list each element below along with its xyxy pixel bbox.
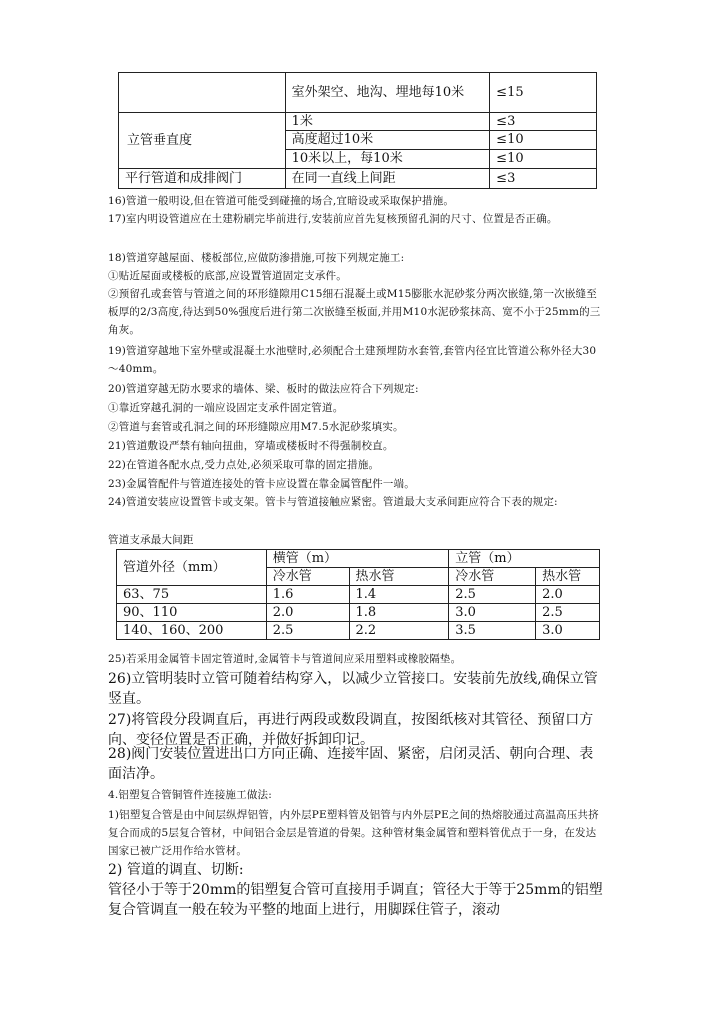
table-cell: 140、160、200 bbox=[117, 622, 267, 640]
table-header-row bbox=[117, 550, 600, 568]
paragraph-18: 18)管道穿越屋面、楼板部位,应做防渗措施,可按下列规定施工: bbox=[108, 252, 405, 264]
table-cell: ≤15 bbox=[490, 73, 597, 113]
table-cell: 10米以上，每10米 bbox=[285, 150, 490, 169]
paragraph-24: 24)管道安装应设置管卡或支架。管卡与管道接触应紧密。管道最大支承间距应符合下表的规定: bbox=[108, 496, 558, 508]
table-cell: 1.4 bbox=[349, 586, 449, 604]
paragraph-20-item-2: ②管道与套管或孔洞之间的环形缝隙应用M7.5水泥砂浆填实。 bbox=[108, 421, 404, 433]
table-cell: 1米 bbox=[285, 113, 490, 131]
table-cell: 高度超过10米 bbox=[285, 131, 490, 150]
paragraph-27: 27)将管段分段调直后，再进行两段或数段调直，按图纸核对其管径、预留口方向、变径位置是否正确，并做好拆卸印记。 bbox=[108, 712, 594, 748]
section-4-paragraph-2-heading: 2) 管道的调直、切断: bbox=[108, 862, 244, 878]
table-cell: ≤3 bbox=[490, 169, 597, 189]
paragraph-23: 23)金属管配件与管道连接处的管卡应设置在靠金属管配件一端。 bbox=[108, 478, 415, 490]
table-header-cell: 热水管 bbox=[536, 568, 600, 586]
table-header-cell: 立管（m） bbox=[449, 550, 600, 568]
table-caption: 管道支承最大间距 bbox=[108, 534, 194, 546]
table-cell: 1.8 bbox=[349, 604, 449, 622]
table-cell: ≤10 bbox=[490, 150, 597, 169]
table-cell: 2.5 bbox=[449, 586, 536, 604]
table-cell bbox=[119, 73, 286, 113]
table-cell: 3.0 bbox=[449, 604, 536, 622]
table-cell: ≤10 bbox=[490, 131, 597, 150]
table-header-cell: 热水管 bbox=[349, 568, 449, 586]
table-header-cell: 冷水管 bbox=[266, 568, 349, 586]
table-row bbox=[117, 622, 600, 640]
paragraph-20: 20)管道穿越无防水要求的墙体、梁、板时的做法应符合下列规定: bbox=[108, 383, 419, 395]
table-row bbox=[117, 586, 600, 604]
paragraph-25: 25)若采用金属管卡固定管道时,金属管卡与管道间应采用塑料或橡胶隔垫。 bbox=[108, 653, 462, 665]
table-row bbox=[119, 169, 597, 189]
section-4-heading: 4.铝塑复合管铜管件连接施工做法: bbox=[108, 789, 272, 801]
table-cell: 2.2 bbox=[349, 622, 449, 640]
table-cell: 立管垂直度 bbox=[119, 113, 286, 169]
paragraph-18-item-2: ②预留孔或套管与管道之间的环形缝隙用C15细石混凝土或M15膨胀水泥砂浆分两次嵌缝,第一次嵌缝至板厚的2/3高度,待达到50%强度后进行第二次嵌缝至板面,并用M10水泥砂浆抹高、宽不小于25mm的三角灰。 bbox=[108, 288, 601, 336]
table-cell: ≤3 bbox=[490, 113, 597, 131]
paragraph-17: 17)室内明设管道应在土建粉刷完毕前进行,安装前应首先复核预留孔洞的尺寸、位置是否正确。 bbox=[108, 213, 558, 225]
table-cell: 90、110 bbox=[117, 604, 267, 622]
paragraph-21: 21)管道敷设严禁有轴向扭曲，穿墙或楼板时不得强制校直。 bbox=[108, 440, 394, 452]
paragraph-26: 26)立管明装时立管可随着结构穿入，以减少立管接口。安装前先放线,确保立管竖直。 bbox=[108, 671, 598, 707]
table-cell: 在同一直线上间距 bbox=[285, 169, 490, 189]
table-cell: 平行管道和成排阀门 bbox=[119, 169, 286, 189]
table-cell: 3.5 bbox=[449, 622, 536, 640]
table-header-cell: 冷水管 bbox=[449, 568, 536, 586]
table-header-cell: 管道外径（mm） bbox=[117, 550, 267, 586]
tolerance-table bbox=[118, 72, 597, 189]
table-cell: 63、75 bbox=[117, 586, 267, 604]
table-cell: 2.5 bbox=[536, 604, 600, 622]
paragraph-28: 28)阀门安装位置进出口方向正确、连接牢固、紧密，启闭灵活、朝向合理、表面洁净。 bbox=[108, 746, 594, 782]
table-cell: 3.0 bbox=[536, 622, 600, 640]
section-4-paragraph-2-text: 管径小于等于20mm的铝塑复合管可直接用手调直；管径大于等于25mm的铝塑复合管调直一般在较为平整的地面上进行，用脚踩住管子，滚动 bbox=[108, 882, 603, 918]
paragraph-18-item-1: ①贴近屋面或楼板的底部,应设置管道固定支承件。 bbox=[108, 270, 347, 282]
table-header-cell: 横管（m） bbox=[266, 550, 449, 568]
table-cell: 2.5 bbox=[266, 622, 349, 640]
paragraph-22: 22)在管道各配水点,受力点处,必须采取可靠的固定措施。 bbox=[108, 459, 380, 471]
section-4-paragraph-1: 1)铝塑复合管是由中间层纵焊铝管，内外层PE塑料管及铝管与内外层PE之间的热熔胶通过高温高压共挤复合而成的5层复合管材，中间铝合金层是管道的骨架。这种管材集金属管和塑料管优点于一身，在发达国家已被广泛用作给水管材。 bbox=[108, 809, 599, 857]
paragraph-19: 19)管道穿越地下室外壁或混凝土水池壁时,必须配合土建预埋防水套管,套管内径宜比管道公称外径大30～40mm。 bbox=[108, 345, 597, 375]
table-cell: 2.0 bbox=[266, 604, 349, 622]
paragraph-16: 16)管道一般明设,但在管道可能受到碰撞的场合,宜暗设或采取保护措施。 bbox=[108, 195, 455, 207]
table-row bbox=[117, 604, 600, 622]
table-row bbox=[119, 73, 597, 113]
paragraph-20-item-1: ①靠近穿越孔洞的一端应设固定支承件固定管道。 bbox=[108, 402, 344, 414]
table-row bbox=[119, 113, 597, 131]
table-cell: 室外架空、地沟、埋地每10米 bbox=[285, 73, 490, 113]
support-spacing-table bbox=[116, 549, 600, 640]
table-cell: 2.0 bbox=[536, 586, 600, 604]
table-cell: 1.6 bbox=[266, 586, 349, 604]
